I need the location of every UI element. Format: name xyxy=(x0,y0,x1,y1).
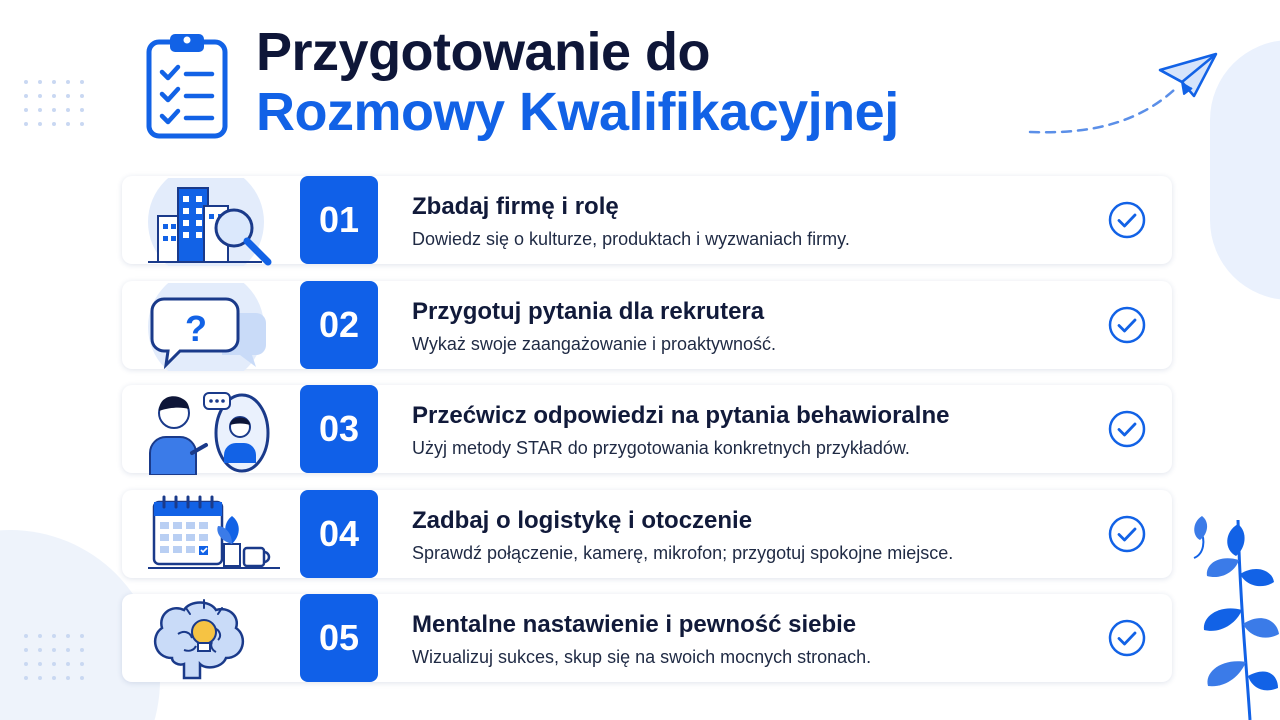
step-number-badge: 03 xyxy=(300,385,378,473)
page-title-line1: Przygotowanie do xyxy=(256,22,711,82)
step-card xyxy=(122,594,1172,682)
step-title: Przećwicz odpowiedzi na pytania behawioralne xyxy=(412,402,950,429)
dot-grid-decoration xyxy=(22,632,92,688)
step-description: Sprawdź połączenie, kamerę, mikrofon; przygotuj spokojne miejsce. xyxy=(412,542,954,563)
brain-lightbulb-icon xyxy=(144,596,284,684)
step-description: Użyj metody STAR do przygotowania konkretnych przykładów. xyxy=(412,438,910,458)
page-title-line2: Rozmowy Kwalifikacyjnej xyxy=(256,82,899,142)
question-speech-bubble-icon xyxy=(144,283,284,371)
step-card xyxy=(122,385,1172,473)
steps-list xyxy=(122,176,1172,699)
building-magnifier-icon xyxy=(144,178,284,266)
step-number-badge: 04 xyxy=(300,490,378,578)
svg-text:?: ? xyxy=(185,307,207,349)
clipboard-checklist-icon xyxy=(146,30,228,145)
check-circle-icon xyxy=(1108,619,1146,657)
step-card xyxy=(122,176,1172,264)
step-card xyxy=(122,281,1172,369)
check-circle-icon xyxy=(1108,515,1146,553)
step-card xyxy=(122,490,1172,578)
step-title: Zbadaj firmę i rolę xyxy=(412,193,619,220)
check-circle-icon xyxy=(1108,201,1146,239)
step-number-badge: 05 xyxy=(300,594,378,682)
paper-plane-icon xyxy=(1024,50,1224,145)
step-description: Wizualizuj sukces, skup się na swoich mocnych stronach. xyxy=(412,647,872,667)
step-description: Dowiedz się o kulturze, produktach i wyzwaniach firmy. xyxy=(412,229,850,249)
check-circle-icon xyxy=(1108,306,1146,344)
step-number-badge: 01 xyxy=(300,176,378,264)
step-title: Mentalne nastawienie i pewność siebie xyxy=(412,611,857,638)
leaves-decoration xyxy=(1180,510,1280,720)
step-description: Wykaż swoje zaangażowanie i proaktywność. xyxy=(412,333,777,354)
step-number-badge: 02 xyxy=(300,281,378,369)
page-title xyxy=(256,22,899,142)
step-title: Zadbaj o logistykę i otoczenie xyxy=(412,506,753,534)
dot-grid-decoration xyxy=(22,78,92,134)
step-title: Przygotuj pytania dla rekrutera xyxy=(412,297,765,325)
person-mirror-icon xyxy=(144,387,284,475)
check-circle-icon xyxy=(1108,410,1146,448)
calendar-coffee-icon xyxy=(144,492,284,580)
